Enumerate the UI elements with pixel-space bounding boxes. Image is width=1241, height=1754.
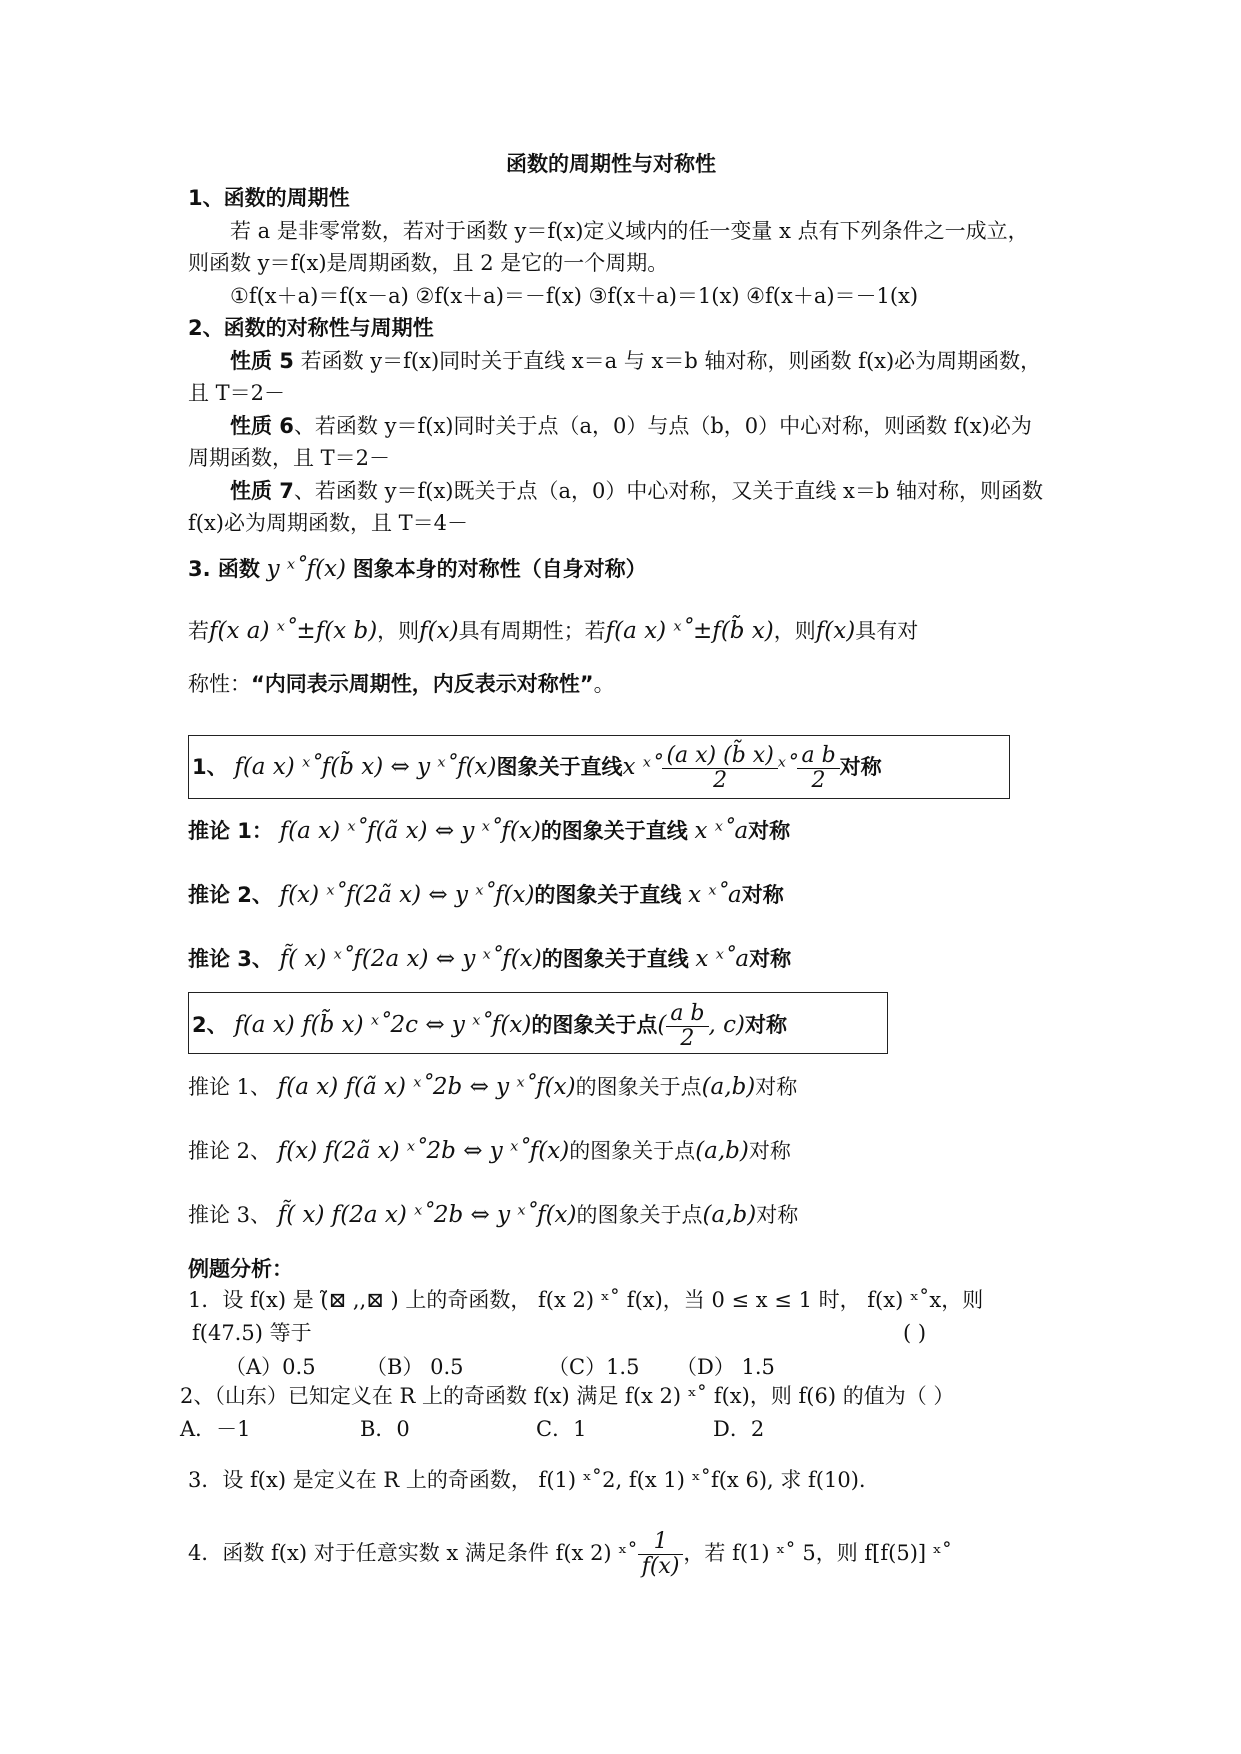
question1-option-c: （C）1.5	[548, 1355, 640, 1379]
box2-text: 的图象关于点	[531, 1013, 658, 1038]
inference-text: 的图象关于点	[569, 1139, 696, 1163]
question1-line2: f(47.5) 等于	[192, 1321, 312, 1345]
rule-line2-c: 。	[593, 672, 615, 696]
box2-math: f(a x) f(b̃ x) ˣ˚2c ⇔ y ˣ˚f(x)	[234, 1012, 532, 1039]
rule-math-2: f(x)	[419, 618, 459, 644]
question4-frac-numerator: 1	[638, 1530, 684, 1555]
inference-tail: 对称	[749, 947, 792, 971]
rule-text-a: 若	[188, 619, 209, 643]
question4-part-b: ，若 f(1) ˣ˚ 5，则 f[f(5)] ˣ˚	[683, 1541, 953, 1566]
property5-text: 若函数 y＝f(x)同时关于直线 x＝a 与 x＝b 轴对称，则函数 f(x)必为周期函数，	[293, 349, 1042, 373]
inference-math2: x ˣ˚a	[688, 882, 742, 908]
question4-frac-denominator: f(x)	[641, 1554, 680, 1580]
inference1-2	[188, 882, 784, 910]
section3-heading-prefix: 3. 函数	[188, 557, 260, 581]
inference-math: f(x) ˣ˚f(2ã x) ⇔ y ˣ˚f(x)	[279, 882, 535, 908]
property7-line1	[230, 479, 1043, 504]
box1-frac2-numerator: a b	[797, 744, 839, 769]
property6-label: 性质 6	[230, 414, 294, 438]
box2-frac-numerator: a b	[666, 1002, 708, 1027]
question2-option-c: C．1	[536, 1417, 587, 1441]
rule-line2-a: 称性：	[188, 672, 251, 696]
property6-line2: 周期函数，且 T＝2－	[188, 446, 391, 470]
theorem-box-2-content	[192, 1002, 787, 1051]
inference-math: f(a x) ˣ˚f(ã x) ⇔ y ˣ˚f(x)	[279, 818, 541, 844]
property6-line1	[230, 414, 1032, 439]
inference2-3	[188, 1202, 798, 1230]
inference-text: 的图象关于点	[576, 1203, 703, 1227]
rule-line2-quote: “内同表示周期性，内反表示对称性”	[251, 672, 594, 696]
inference-math: f̃( x) ˣ˚f(2a x) ⇔ y ˣ˚f(x)	[279, 946, 542, 972]
section1-para-line2: 则函数 y＝f(x)是周期函数，且 2 是它的一个周期。	[188, 251, 669, 275]
box1-math-x: x ˣ˚	[622, 754, 663, 781]
box1-math-eq: ˣ˚	[777, 754, 798, 781]
inference-math2: (a,b)	[702, 1202, 757, 1228]
property5-line2: 且 T＝2－	[188, 381, 286, 405]
inference-tail: 对称	[741, 883, 784, 907]
question3: 3．设 f(x) 是定义在 R 上的奇函数， f(1) ˣ˚2, f(x 1) ˣ˚f(x 6), 求 f(10).	[188, 1468, 866, 1492]
rule-text-b: ，则	[377, 619, 420, 643]
section3-heading	[188, 556, 647, 584]
inference-math2: (a,b)	[701, 1074, 756, 1100]
inference-tail: 对称	[748, 1139, 791, 1163]
rule-math-1: f(x a) ˣ˚±f(x b)	[209, 618, 378, 644]
section3-heading-math: y ˣ˚f(x)	[266, 556, 346, 582]
property5-label: 性质 5	[230, 349, 294, 373]
inference-text: 的图象关于直线	[541, 947, 689, 971]
question2-option-b: B．0	[360, 1417, 410, 1441]
question4-part-a: 4．函数 f(x) 对于任意实数 x 满足条件 f(x 2) ˣ˚	[188, 1541, 638, 1566]
box2-paren-close: , c)	[708, 1012, 745, 1039]
inference-math2: (a,b)	[695, 1138, 749, 1164]
question1-option-a: （A）0.5	[225, 1355, 316, 1379]
box1-frac1-denominator: 2	[713, 768, 728, 794]
section3-rule-line2	[188, 672, 615, 697]
inference-math2: x ˣ˚a	[694, 818, 749, 844]
box2-frac-denominator: 2	[680, 1026, 695, 1052]
box1-number: 1、	[192, 755, 228, 780]
inference-math2: x ˣ˚a	[695, 946, 750, 972]
section2-heading: 2、函数的对称性与周期性	[188, 316, 434, 340]
box2-tail: 对称	[745, 1013, 787, 1038]
inference1-3	[188, 946, 791, 974]
rule-math-4: f(x)	[815, 618, 856, 644]
box1-frac1-numerator: (a x) (b̃ x)	[662, 744, 777, 769]
box1-fraction-1	[662, 744, 777, 793]
box1-frac2-denominator: 2	[811, 768, 826, 794]
section3-heading-suffix: 图象本身的对称性（自身对称）	[352, 557, 647, 581]
rule-math-3: f(a x) ˣ˚±f(b̃ x)	[605, 618, 774, 644]
property5-line1	[230, 349, 1041, 374]
inference-tail: 对称	[755, 1075, 798, 1099]
box2-paren-open: (	[657, 1012, 667, 1039]
section3-rule-line1	[188, 618, 918, 646]
property7-label: 性质 7	[230, 479, 294, 503]
inference-label: 推论 1：	[188, 819, 273, 843]
section1-heading: 1、函数的周期性	[188, 186, 350, 210]
inference-math: f(x) f(2ã x) ˣ˚2b ⇔ y ˣ˚f(x)	[277, 1138, 570, 1164]
inference-tail: 对称	[756, 1203, 799, 1227]
question1-answer-paren: ( )	[903, 1321, 927, 1345]
question2-line1: 2、（山东）已知定义在 R 上的奇函数 f(x) 满足 f(x 2) ˣ˚ f(x)，则 f(6) 的值为（ ）	[180, 1384, 955, 1408]
inference2-2	[188, 1138, 791, 1166]
question4	[188, 1530, 952, 1579]
box1-text: 图象关于直线	[496, 755, 623, 780]
box1-tail: 对称	[839, 755, 882, 780]
box2-number: 2、	[192, 1013, 228, 1038]
rule-text-e: 具有对	[855, 619, 919, 643]
section1-conditions: ①f(x＋a)＝f(x－a) ②f(x＋a)＝－f(x) ③f(x＋a)＝1(x) ④f(x＋a)＝－1(x)	[230, 284, 919, 308]
inference-text: 的图象关于直线	[534, 883, 682, 907]
box1-fraction-2	[797, 744, 839, 793]
inference-text: 的图象关于点	[575, 1075, 702, 1099]
inference-label: 推论 3、	[188, 1203, 272, 1227]
rule-text-d: ，则	[773, 619, 816, 643]
page-title: 函数的周期性与对称性	[506, 152, 716, 176]
theorem-box-1-content	[192, 744, 882, 793]
inference2-1	[188, 1074, 797, 1102]
inference-label: 推论 2、	[188, 1139, 272, 1163]
inference-math: f(a x) f(ã x) ˣ˚2b ⇔ y ˣ˚f(x)	[277, 1074, 576, 1100]
box2-fraction	[666, 1002, 708, 1051]
question1-option-d: （D） 1.5	[676, 1355, 775, 1379]
question1-option-b: （B） 0.5	[366, 1355, 464, 1379]
property7-line2: f(x)必为周期函数，且 T＝4－	[188, 511, 469, 535]
inference-tail: 对称	[748, 819, 791, 843]
property6-text: 、若函数 y＝f(x)同时关于点（a，0）与点（b，0）中心对称，则函数 f(x)必为	[293, 414, 1032, 438]
question2-option-a: A．－1	[180, 1417, 251, 1441]
inference-label: 推论 3、	[188, 947, 273, 971]
box1-math: f(a x) ˣ˚f(b̃ x) ⇔ y ˣ˚f(x)	[234, 754, 497, 781]
inference-text: 的图象关于直线	[540, 819, 688, 843]
question4-fraction	[638, 1530, 684, 1579]
examples-heading: 例题分析：	[188, 1257, 293, 1281]
property7-text: 、若函数 y＝f(x)既关于点（a，0）中心对称，又关于直线 x＝b 轴对称，则函数	[293, 479, 1043, 503]
inference1-1	[188, 818, 790, 846]
question2-option-d: D．2	[713, 1417, 765, 1441]
rule-text-c: 具有周期性；若	[458, 619, 606, 643]
inference-label: 推论 1、	[188, 1075, 272, 1099]
inference-math: f̃( x) f(2a x) ˣ˚2b ⇔ y ˣ˚f(x)	[277, 1202, 577, 1228]
section1-para-line1: 若 a 是非零常数，若对于函数 y＝f(x)定义域内的任一变量 x 点有下列条件之一成立，	[230, 219, 1029, 243]
inference-label: 推论 2、	[188, 883, 273, 907]
question1-line1: 1．设 f(x) 是 (̃⊠ ,,⊠ ) 上的奇函数， f(x 2) ˣ˚ f(x)，当 0 ≤ x ≤ 1 时， f(x) ˣ˚x，则	[188, 1288, 984, 1312]
